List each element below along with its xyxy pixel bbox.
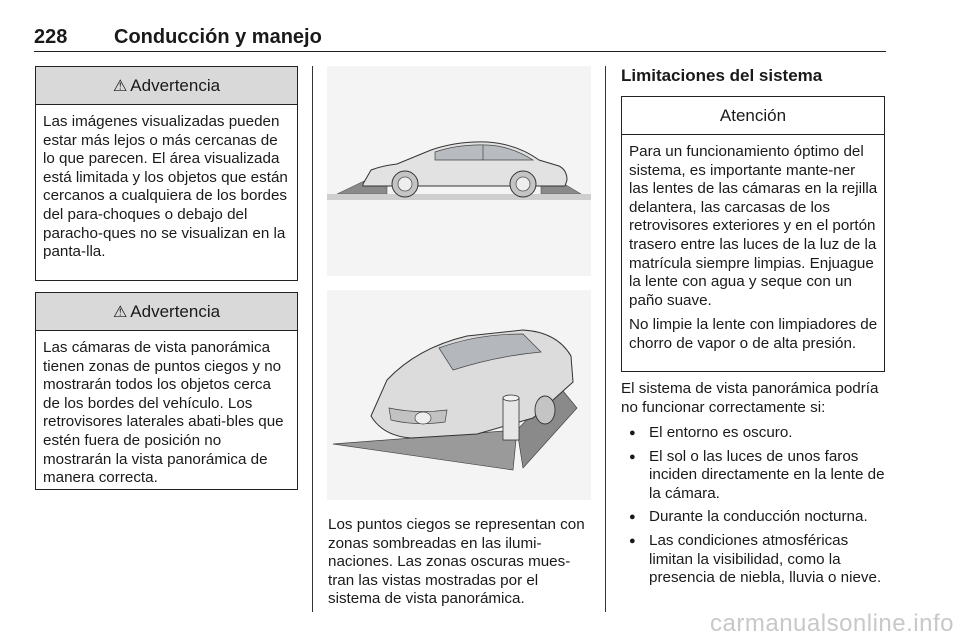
limitations-list: [621, 424, 887, 593]
attention-text-1: Para un funcionamiento óptimo del sistema, es importante mante-ner las lentes de las cámaras en la rejilla delantera, las carcasas de los retrovisores exteriores y en el portón trasero entre las luces de la luz de la matrícula siempre limpias. Enjuague la lente con agua y seque con un paño suave.: [629, 143, 878, 309]
warning-box-1-title: Advertencia: [130, 75, 221, 95]
warning-box-2: [35, 292, 298, 490]
warning-box-2-text: Las cámaras de vista panorámica tienen zonas de puntos ciegos y no mostrarán todos los objetos cerca de los bordes del vehículo. Los retrovisores laterales abati-bles que estén fuera de posición no mostrarán la vista panorámica de manera correcta.: [43, 339, 284, 487]
column-divider-right: [605, 66, 606, 612]
attention-box-header: [622, 97, 884, 135]
attention-box-body: [622, 135, 884, 362]
page-header: [34, 24, 886, 52]
warning-icon: ⚠: [112, 303, 128, 321]
illustration-caption: Los puntos ciegos se representan con zonas sombreadas en las ilumi-naciones. Las zonas oscuras mues-tran las vistas mostradas por el sistema de vista panorámica.: [328, 516, 585, 608]
list-item: ● El entorno es oscuro.: [621, 424, 887, 443]
car-side-view-illustration: [327, 66, 591, 276]
list-item: ● El sol o las luces de unos faros inciden directamente en la lente de la cámara.: [621, 448, 887, 504]
list-item: ● Durante la conducción nocturna.: [621, 508, 887, 527]
car-side-view-drawing: [327, 66, 591, 276]
car-perspective-drawing: [327, 290, 591, 500]
warning-icon: ⚠: [112, 77, 128, 95]
attention-box: [621, 96, 885, 372]
section-title: Limitaciones del sistema: [621, 66, 823, 85]
list-item: ● Las condiciones atmosféricas limitan la visibilidad, como la presencia de niebla, lluvia o nieve.: [621, 532, 887, 588]
warning-box-2-header: [36, 293, 297, 331]
limitations-intro: El sistema de vista panorámica podría no funcionar correctamente si:: [621, 380, 879, 416]
car-perspective-illustration: [327, 290, 591, 500]
warning-box-2-title: Advertencia: [130, 301, 221, 321]
warning-box-2-body: [36, 331, 297, 496]
attention-box-title: Atención: [719, 105, 787, 125]
column-divider-left: [312, 66, 313, 612]
warning-box-1-body: [36, 105, 297, 270]
attention-text-2: No limpie la lente con limpiadores de chorro de vapor o de alta presión.: [629, 316, 878, 352]
page-number: 228: [34, 26, 68, 48]
warning-box-1-text: Las imágenes visualizadas pueden estar más lejos o más cercanas de lo que parecen. El área visualizada está limitada y los objetos que están cercanos a cualquiera de los bordes del para-choques o debajo del paracho-ques no se visualizan en la panta-lla.: [43, 113, 288, 261]
warning-box-1: [35, 66, 298, 281]
warning-box-1-header: [36, 67, 297, 105]
chapter-title: Conducción y manejo: [114, 26, 322, 48]
watermark: carmanualsonline.info: [710, 610, 954, 637]
